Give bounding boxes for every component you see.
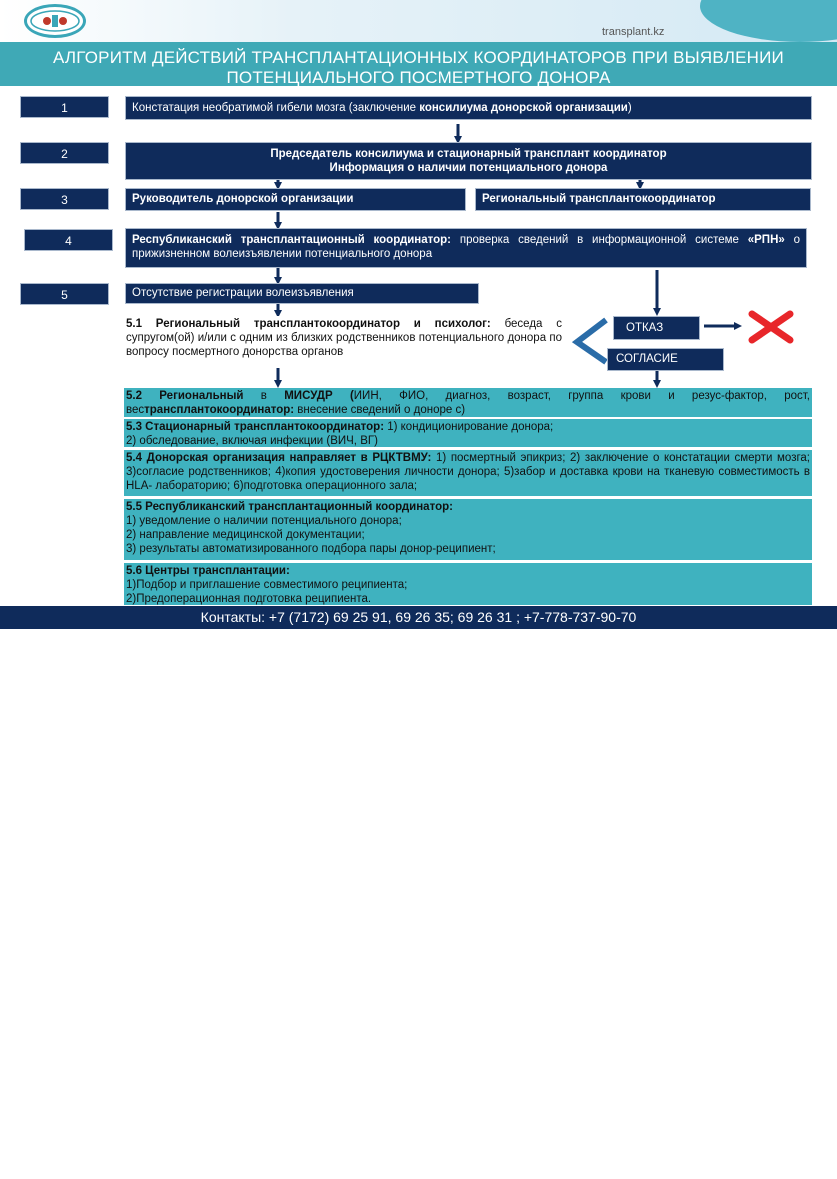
- step-4-box: [125, 228, 807, 268]
- step-3-right-box: Региональный трансплантокоординатор: [475, 188, 811, 211]
- substep-5-6-item: 1)Подбор и приглашение совместимого реципиента;: [126, 579, 408, 591]
- substep-5-2-text-3: внесение сведений о доноре с): [294, 404, 466, 416]
- substep-5-3-line-2: 2) обследование, включая инфекции (ВИЧ, ВГ): [126, 435, 378, 447]
- substep-5-5-item: 1) уведомление о наличии потенциального донора;: [126, 515, 402, 527]
- step-5-number: 5: [20, 283, 109, 305]
- substep-5-6: [124, 563, 812, 605]
- site-url[interactable]: transplant.kz: [602, 26, 665, 38]
- step-1-number: 1: [20, 96, 109, 118]
- step-4-bold-2: «РПН»: [747, 234, 785, 246]
- substep-5-1: [124, 316, 564, 368]
- step-4-number: 4: [24, 229, 113, 251]
- substep-5-1-text: беседа с супругом(ой) и/или с одним из близких родственников потенциального донора по вопросу посмертного донорства органов: [126, 318, 562, 358]
- step-3-left-box: Руководитель донорской организации: [125, 188, 466, 211]
- substep-5-3-text: 1) кондиционирование донора;: [384, 421, 554, 433]
- substep-5-2-text: в: [243, 390, 285, 402]
- step-5-box: Отсутствие регистрации волеизъявления: [125, 283, 479, 304]
- step-2-line-2: Информация о наличии потенциального донора: [329, 162, 608, 174]
- consent-box: СОГЛАСИЕ: [607, 348, 724, 371]
- substep-5-2-bold: 5.2 Региональный: [126, 390, 244, 402]
- substep-5-2-bold-2: МИСУДР (: [284, 390, 354, 402]
- substep-5-5-item: 3) результаты автоматизированного подбора пары донор-реципиент;: [126, 543, 496, 555]
- substep-5-2-text-2: ИИН, ФИО, диагноз, возраст, группа крови и резус-фактор, рост, вес: [126, 390, 810, 416]
- substep-5-1-bold: 5.1 Региональный трансплантокоординатор и психолог:: [126, 318, 491, 330]
- substep-5-5-bold: 5.5 Республиканский трансплантационный координатор:: [126, 501, 453, 513]
- substep-5-3-bold: 5.3 Стационарный трансплантокоординатор:: [126, 421, 385, 433]
- step-2-line-1: Председатель консилиума и стационарный трансплант координатор: [270, 148, 667, 160]
- refusal-cross-icon: [752, 314, 790, 340]
- step-1-end: ): [627, 102, 632, 114]
- substep-5-6-bold: 5.6 Центры трансплантации:: [126, 565, 290, 577]
- substep-5-5: [124, 499, 812, 560]
- step-2-number: 2: [20, 142, 109, 164]
- step-3-number: 3: [20, 188, 109, 210]
- step-1-text: Констатация необратимой гибели мозга (заключение: [132, 102, 420, 114]
- substep-5-3: [124, 419, 812, 447]
- step-4-text-2: о прижизненном волеизъявлении потенциального донора: [132, 234, 800, 260]
- chevron-branch-icon: [577, 320, 606, 362]
- substep-5-5-item: 2) направление медицинской документации;: [126, 529, 365, 541]
- substep-5-2-bold-3: трансплантокоординатор:: [144, 404, 295, 416]
- refusal-box: ОТКАЗ: [613, 316, 700, 340]
- step-4-bold: Республиканский трансплантационный координатор:: [132, 234, 452, 246]
- step-1-bold: консилиума донорской организации: [419, 102, 628, 114]
- substep-5-6-item: 2)Предоперационная подготовка реципиента.: [126, 593, 372, 605]
- substep-5-4: [124, 450, 812, 496]
- page-title: АЛГОРИТМ ДЕЙСТВИЙ ТРАНСПЛАНТАЦИОННЫХ КООРДИНАТОРОВ ПРИ ВЫЯВЛЕНИИ ПОТЕНЦИАЛЬНОГО ПОСМЕРТНОГО ДОНОРА: [53, 48, 784, 86]
- step-1-box: [125, 96, 812, 120]
- contacts-footer: Контакты: +7 (7172) 69 25 91, 69 26 35; 69 26 31 ; +7-778-737-90-70: [0, 606, 837, 629]
- substep-5-2: [124, 388, 812, 417]
- step-2-box: [125, 142, 812, 180]
- step-4-text: проверка сведений в информационной системе: [451, 234, 748, 246]
- substep-5-4-bold: 5.4 Донорская организация направляет в РЦКТВМУ:: [126, 452, 432, 464]
- substep-5-4-text: 1) посмертный эпикриз; 2) заключение о констатации смерти мозга; 3)согласие родственников; 4)копия удостоверения личности донора; 5)забор и доставка крови на тканевую совместимость в HLA- лабораторию; 6)подготовка операционного зала;: [126, 452, 810, 492]
